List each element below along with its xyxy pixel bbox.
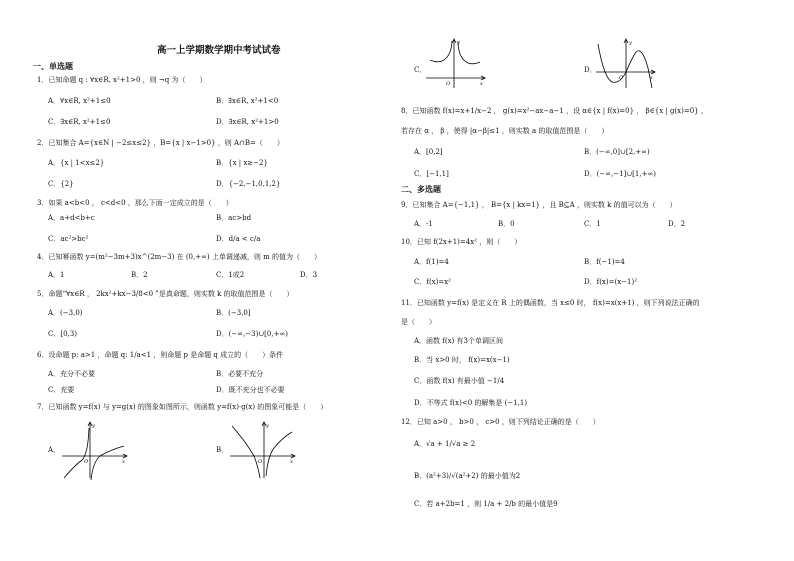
- q1-option-b[interactable]: B．∃x∈R, x²+1<0: [216, 97, 279, 105]
- q1-option-a[interactable]: A．∀x∈R, x²+1≤0: [48, 97, 111, 105]
- q4-stem: 4．已知幂函数 y=(m²−3m+3)x^(2m−3) 在 (0,+∞) 上单调递减，则 m 的值为（ ）: [37, 253, 321, 261]
- q3-option-d[interactable]: D．d/a < c/a: [216, 235, 261, 243]
- q10-option-d[interactable]: D．f(x)=(x−1)²: [584, 278, 638, 286]
- axis-y-label: y: [457, 40, 460, 46]
- q3-option-b[interactable]: B．ac>bd: [216, 214, 252, 222]
- q8-stem: 8．已知函数 f(x)=x+1/x−2 ， g(x)=x²−ax−a−1 ，设 α∈{x | f(x)=0} ， β∈{x | g(x)=0} ，: [401, 107, 708, 115]
- q2-stem: 2．已知集合 A={x∈N | −2≤x≤2} ，B={x | x−1>0} ，则 A∩B=（ ）: [37, 139, 284, 147]
- q1-option-d[interactable]: D．∃x∈R, x²+1>0: [216, 118, 279, 126]
- q9-option-d[interactable]: D．2: [668, 220, 686, 228]
- q11-option-d[interactable]: D．不等式 f(x)<0 的解集是 (−1,1): [414, 399, 528, 407]
- q1-stem: 1．已知命题 q : ∀x∈R, x²+1>0 ，则 ¬q 为（ ）: [37, 76, 207, 84]
- q6-option-d[interactable]: D．既不充分也不必要: [216, 386, 285, 394]
- section-multi-choice: 二、多选题: [401, 185, 441, 194]
- q6-stem: 6．设命题 p: a>1 ，命题 q: 1/a<1 ，则命题 p 是命题 q 成立的（ ）条件: [37, 351, 284, 359]
- q12-option-c[interactable]: C．若 a+2b=1 ，则 1/a + 2/b 的最小值是9: [414, 500, 558, 508]
- q7-graph-b: [228, 420, 298, 480]
- q9-option-b[interactable]: B．0: [498, 220, 515, 228]
- q6-option-c[interactable]: C．充要: [48, 386, 75, 394]
- axis-x-label: x: [650, 75, 653, 81]
- axis-y-label: y: [92, 423, 95, 429]
- q10-option-c[interactable]: C．f(x)=x²: [414, 278, 451, 286]
- q10-option-a[interactable]: A．f(1)=4: [414, 258, 449, 266]
- q8-option-d[interactable]: D．(−∞,−1]∪[1,+∞): [584, 170, 657, 178]
- q11-option-b[interactable]: B．当 x>0 时， f(x)=x(x−1): [414, 356, 510, 364]
- q11-option-c[interactable]: C．函数 f(x) 有最小值 −1/4: [414, 377, 505, 385]
- q7-graph-a: [60, 420, 130, 480]
- axis-x-label: x: [480, 81, 483, 87]
- q12-option-b[interactable]: B．(a²+3)/√(a²+2) 的最小值为2: [414, 472, 521, 480]
- axis-origin-label: O: [446, 81, 451, 87]
- q5-stem: 5．命题“∀x∈R ， 2kx²+kx−3/8<0 ”是真命题，则实数 k 的取值范围是（ ）: [37, 290, 294, 298]
- q11-stem: 11．已知函数 y=f(x) 是定义在 R 上的偶函数，当 x≤0 时， f(x)=x(x+1) ，则下列说法正确的: [401, 299, 700, 307]
- q12-stem: 12．已知 a>0 ， b>0 ， c>0 ，则下列结论正确的是（ ）: [401, 418, 600, 426]
- q7-stem: 7．已知函数 y=f(x) 与 y=g(x) 的图象如图所示，则函数 y=f(x)·g(x) 的图象可能是（ ）: [37, 403, 328, 411]
- axis-x-label: x: [290, 459, 293, 465]
- axis-y-label: y: [266, 423, 269, 429]
- q5-option-b[interactable]: B．(−3,0]: [216, 309, 251, 317]
- q5-option-c[interactable]: C．[0,3): [48, 330, 77, 338]
- q10-stem: 10．已知 f(2x+1)=4x² ，则（ ）: [401, 238, 522, 246]
- q9-option-c[interactable]: C．1: [584, 220, 601, 228]
- q10-option-b[interactable]: B．f(−1)=4: [584, 258, 625, 266]
- q4-option-b[interactable]: B．2: [131, 271, 148, 279]
- q7-graph-c: [424, 38, 490, 90]
- axis-origin-label: O: [619, 75, 624, 81]
- q8-option-a[interactable]: A．[0,2]: [414, 148, 443, 156]
- q7-option-c[interactable]: C．: [414, 66, 427, 74]
- q4-option-a[interactable]: A．1: [48, 271, 65, 279]
- q9-stem: 9．已知集合 A={−1,1} ， B={x | kx=1} ，且 B⊆A ，则实数 k 的值可以为（ ）: [401, 201, 677, 209]
- page-title: 高一上学期数学期中考试试卷: [157, 45, 281, 56]
- axis-x-label: x: [122, 459, 125, 465]
- q1-option-c[interactable]: C．∃x∈R, x²+1≤0: [48, 118, 111, 126]
- q3-option-c[interactable]: C．ac²>bc²: [48, 235, 89, 243]
- q5-option-a[interactable]: A．(−3,0): [48, 309, 83, 317]
- q6-option-a[interactable]: A．充分不必要: [48, 370, 96, 378]
- q11-stem-cont: 是（ ）: [401, 318, 436, 326]
- q7-graph-d: [594, 38, 660, 90]
- q7-option-b[interactable]: B．: [216, 446, 229, 454]
- q12-option-a[interactable]: A．√a + 1/√a ≥ 2: [414, 440, 476, 448]
- axis-y-label: y: [629, 40, 632, 46]
- q2-option-a[interactable]: A．{x | 1<x≤2}: [48, 159, 105, 167]
- q3-option-a[interactable]: A．a+d<b+c: [48, 214, 95, 222]
- q4-option-d[interactable]: D．3: [300, 271, 318, 279]
- q4-option-c[interactable]: C．1或2: [216, 271, 245, 279]
- q7-option-a[interactable]: A．: [48, 446, 61, 454]
- q3-stem: 3．如果 a<b<0 ， c<d<0 ，那么下面一定成立的是（ ）: [37, 199, 233, 207]
- axis-origin-label: O: [258, 459, 263, 465]
- q2-option-c[interactable]: C．{2}: [48, 180, 74, 188]
- q11-option-a[interactable]: A．函数 f(x) 有3个单调区间: [414, 337, 503, 345]
- q5-option-d[interactable]: D．(−∞,−3)∪[0,+∞): [216, 330, 289, 338]
- q8-option-b[interactable]: B．(−∞,0]∪[2,+∞): [584, 148, 650, 156]
- section-single-choice: 一、单选题: [33, 62, 73, 71]
- axis-origin-label: O: [84, 459, 89, 465]
- q7-option-d[interactable]: D．: [584, 66, 597, 74]
- q8-stem-cont: 若存在 α ， β ，使得 |α−β|≤1 ，则实数 a 的取值范围是（ ）: [401, 127, 609, 135]
- q9-option-a[interactable]: A．-1: [414, 220, 433, 228]
- q6-option-b[interactable]: B．必要不充分: [216, 370, 264, 378]
- q8-option-c[interactable]: C．[−1,1]: [414, 170, 449, 178]
- q2-option-d[interactable]: D．{−2,−1,0,1,2}: [216, 180, 281, 188]
- q2-option-b[interactable]: B．{x | x≥−2}: [216, 159, 268, 167]
